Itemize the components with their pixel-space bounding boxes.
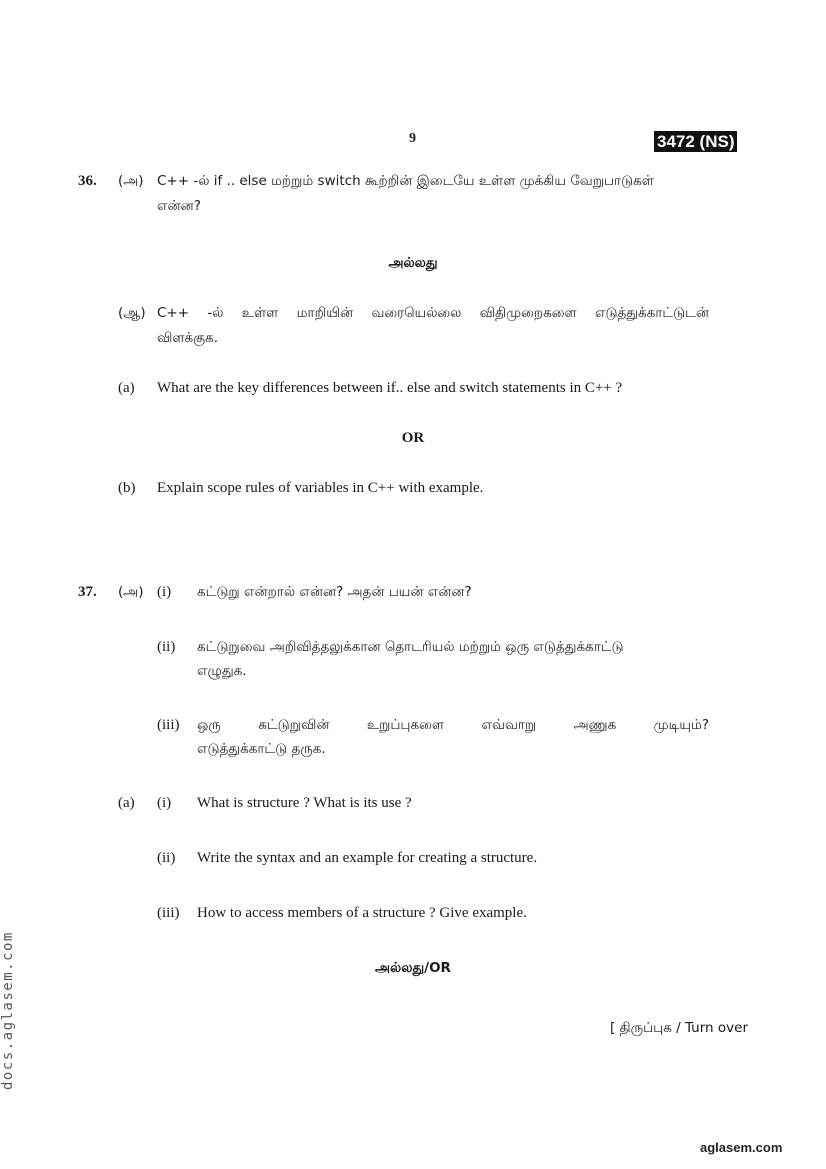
q36-en-a-text: What are the key differences between if.. else and switch statements in C++ ? <box>157 380 623 396</box>
question-37-number: 37. <box>78 584 97 600</box>
q37-ta-ii-line1: கட்டுறுவை அறிவித்தலுக்கான தொடரியல் மற்றும் ஒரு எடுத்துக்காட்டு <box>197 639 624 655</box>
q36-en-b-text: Explain scope rules of variables in C++ with example. <box>157 480 484 496</box>
or-separator: OR <box>401 430 425 446</box>
q37-en-ii-text: Write the syntax and an example for creating a structure. <box>197 850 538 866</box>
q36-ta-a-line2: என்ன? <box>157 198 201 214</box>
q36-ta-a-marker: (அ) <box>118 173 144 189</box>
q37-ta-iii-line2: எடுத்துக்காட்டு தருக. <box>197 741 326 757</box>
q36-ta-b-marker: (ஆ) <box>118 305 146 321</box>
q36-en-b-marker: (b) <box>118 480 136 496</box>
q37-ta-iii-marker: (iii) <box>157 717 180 733</box>
paper-code-badge: 3472 (NS) <box>654 131 737 152</box>
page-number: 9 <box>409 131 416 146</box>
q37-ta-marker: (அ) <box>118 584 144 600</box>
q37-en-i-marker: (i) <box>157 795 172 811</box>
q37-ta-i-text: கட்டுறு என்றால் என்ன? அதன் பயன் என்ன? <box>197 584 472 600</box>
q37-en-ii-marker: (ii) <box>157 850 176 866</box>
q36-ta-a-line1: C++ -ல் if .. else மற்றும் switch கூற்றின் இடையே உள்ள முக்கிய வேறுபாடுகள் <box>157 173 654 189</box>
turn-over-note: [ திருப்புக / Turn over <box>609 1020 748 1036</box>
alladhu-or-separator: அல்லது/OR <box>375 960 451 976</box>
q36-ta-b-line2: விளக்குக. <box>157 330 219 346</box>
q36-en-a-marker: (a) <box>118 380 135 396</box>
q37-ta-i-marker: (i) <box>157 584 172 600</box>
q37-en-iii-marker: (iii) <box>157 905 180 921</box>
alladhu-separator: அல்லது <box>388 255 438 271</box>
q37-ta-iii-line1: ஒரு கட்டுறுவின் உறுப்புகளை எவ்வாறு அணுக முடியும்? <box>197 717 709 733</box>
brand-footer: aglasem.com <box>700 1140 783 1155</box>
q36-ta-b-line1: C++ -ல் உள்ள மாறியின் வரையெல்லை விதிமுறைகளை எடுத்துக்காட்டுடன் <box>157 305 709 321</box>
question-36-number: 36. <box>78 173 97 189</box>
watermark-text: docs.aglasem.com <box>0 931 16 1090</box>
q37-ta-ii-marker: (ii) <box>157 639 176 655</box>
q37-ta-ii-line2: எழுதுக. <box>197 663 247 679</box>
q37-en-iii-text: How to access members of a structure ? Give example. <box>197 905 527 921</box>
q37-en-marker: (a) <box>118 795 135 811</box>
q37-en-i-text: What is structure ? What is its use ? <box>197 795 412 811</box>
